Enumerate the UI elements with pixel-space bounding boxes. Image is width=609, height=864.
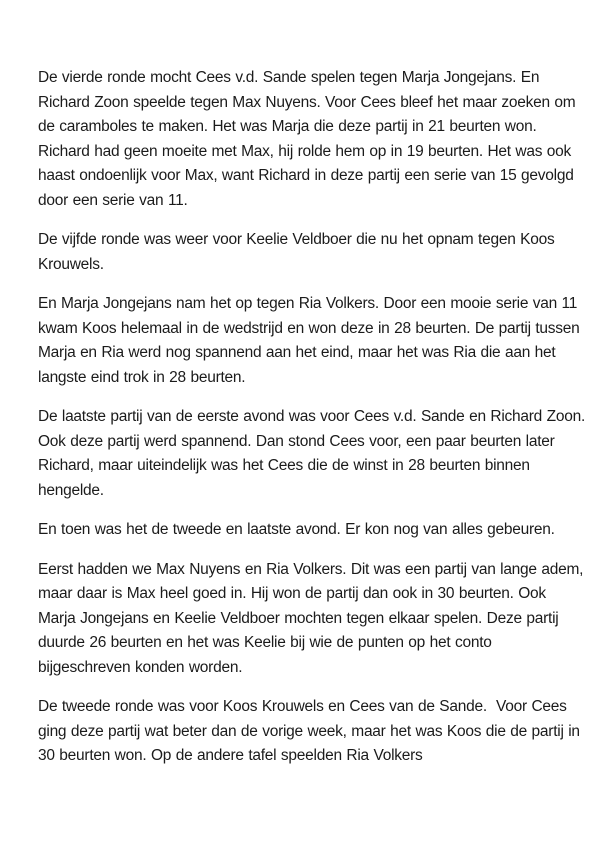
paragraph-second-evening-intro: En toen was het de tweede en laatste avond. Er kon nog van alles gebeuren.: [38, 521, 555, 538]
paragraph-first-round-second-evening: Eerst hadden we Max Nuyens en Ria Volkers. Dit was een partij van lange adem, maar daar is Max heel goed in. Hij won de partij dan ook in 30 beurten. Ook Marja Jongejans en Keelie Veldboer mochten tegen elkaar spelen. Deze partij duurde 26 beurten en het was Keelie bij wie de punten op het conto bijgeschreven konden worden.: [38, 560, 588, 676]
paragraph-round-4: De vierde ronde mocht Cees v.d. Sande spelen tegen Marja Jongejans. En Richard Zoon speelde tegen Max Nuyens. Voor Cees bleef het maar zoeken om de caramboles te maken. Het was Marja die deze partij in 21 beurten won. Richard had geen moeite met Max, hij rolde hem op in 19 beurten. Het was ook haast ondoenlijk voor Max, want Richard in deze partij een serie van 15 gevolgd door een serie van 11.: [38, 69, 581, 209]
paragraph-marja-ria: En Marja Jongejans nam het op tegen Ria Volkers. Door een mooie serie van 11 kwam Koos helemaal in de wedstrijd en won deze in 28 beurten. De partij tussen Marja en Ria werd nog spannend aan het eind, maar het was Ria die aan het langste eind trok in 28 beurten.: [38, 295, 585, 386]
paragraph-round-5: De vijfde ronde was weer voor Keelie Veldboer die nu het opnam tegen Koos Krouwels.: [38, 231, 560, 273]
paragraph-second-round: De tweede ronde was voor Koos Krouwels en Cees van de Sande. Voor Cees ging deze partij wat beter dan de vorige week, maar het was Koos die de partij in 30 beurten won. Op de andere tafel speelden Ria Volkers: [38, 698, 585, 764]
paragraph-last-match-first-evening: De laatste partij van de eerste avond was voor Cees v.d. Sande en Richard Zoon. Ook deze partij werd spannend. Dan stond Cees voor, een paar beurten later Richard, maar uiteindelijk was het Cees die de winst in 28 beurten binnen hengelde.: [38, 408, 590, 499]
